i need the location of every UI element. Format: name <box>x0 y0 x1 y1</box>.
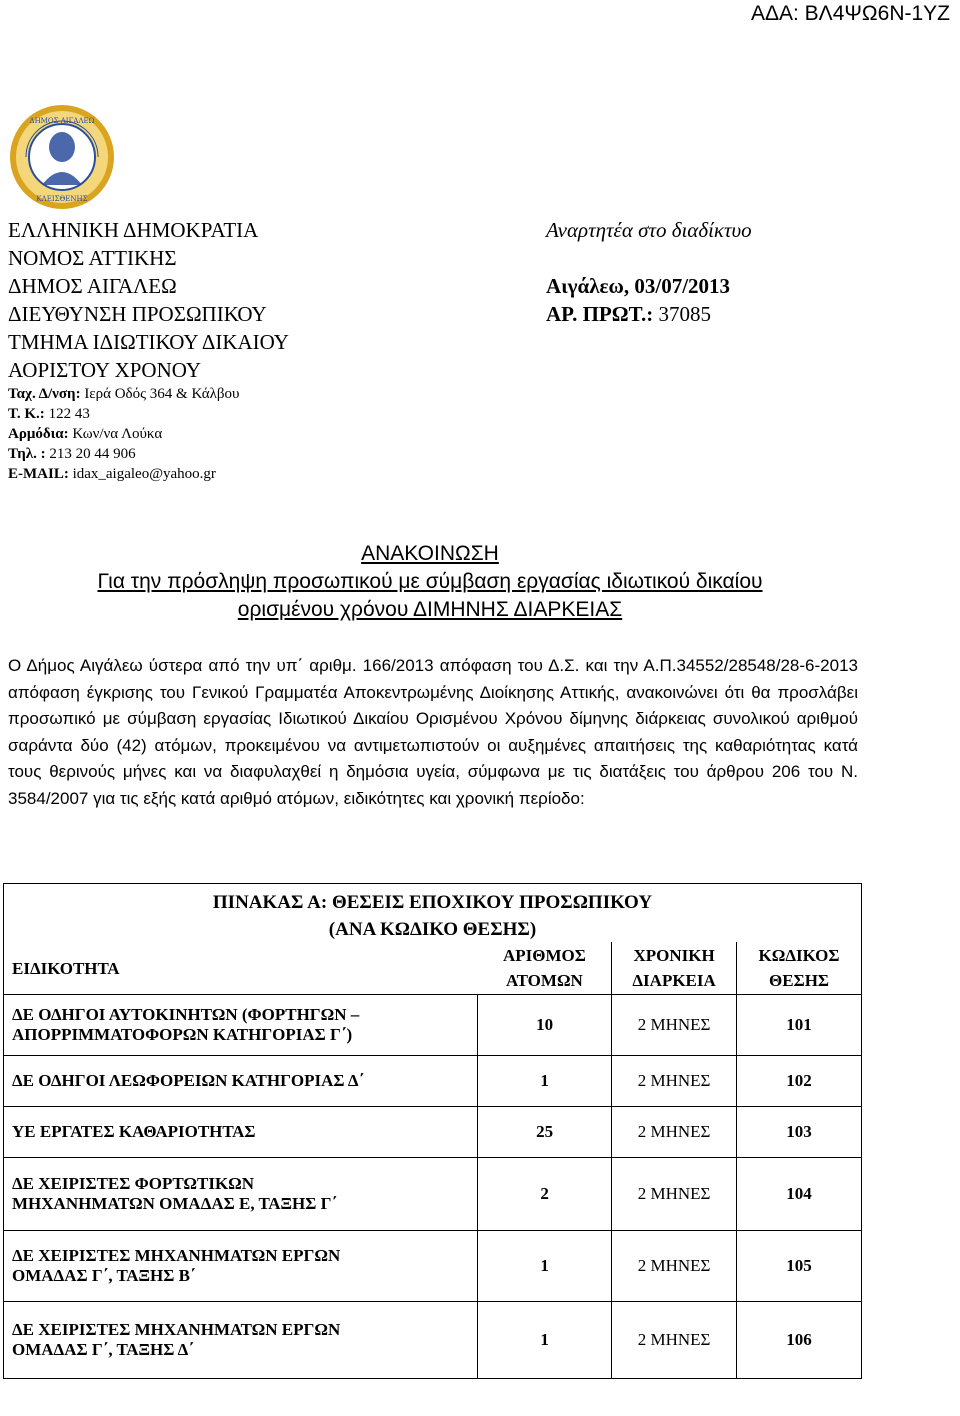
col-code: ΚΩΔΙΚΟΣ ΘΕΣΗΣ <box>737 942 862 995</box>
header-department: ΤΜΗΜΑ ΙΔΙΩΤΙΚΟΥ ΔΙΚΑΙΟΥ <box>8 330 289 354</box>
municipality-seal-logo <box>6 103 118 211</box>
duration-cell: 2 ΜΗΝΕΣ <box>612 1302 737 1379</box>
specialty-cell: ΥΕ ΕΡΓΑΤΕΣ ΚΑΘΑΡΙΟΤΗΤΑΣ <box>4 1107 478 1158</box>
table-row <box>4 1107 862 1158</box>
announcement-body: Ο Δήμος Αιγάλεω ύστερα από την υπ΄ αριθμ. 166/2013 απόφαση του Δ.Σ. και την Α.Π.34552/28548/28-6-2013 απόφαση έγκρισης του Γενικού Γραμματέα Αποκεντρωμένης Διοίκησης Αττικής, ανακοινώνει ότι θα προσλάβει προσωπικό με σύμβαση εργασίας Ιδιωτικού Δικαίου Ορισμένου Χρόνου δίμηνης διάρκειας συνολικού αριθμού σαράντα δύο (42) ατόμων, προκειμένου να αντιμετωπιστούν οι αυξημένες απαιτήσεις της καθαριότητας κατά τους θερινούς μήνες και να διαφυλαχθεί η δημόσια υγεία, σύμφωνα με τις διατάξεις του άρθρου 206 του Ν. 3584/2007 για τις εξής κατά αριθμό ατόμων, ειδικότητες και χρονική περίοδο: <box>8 656 858 808</box>
specialty-cell: ΔΕ ΟΔΗΓΟΙ ΑΥΤΟΚΙΝΗΤΩΝ (ΦΟΡΤΗΓΩΝ – ΑΠΟΡΡΙΜΜΑΤΟΦΟΡΩΝ ΚΑΤΗΓΟΡΙΑΣ Γ΄) <box>4 995 478 1056</box>
ada-code: ΑΔΑ: ΒΛ4ΨΩ6Ν-1ΥΖ <box>750 2 950 25</box>
count-cell: 10 <box>478 995 612 1056</box>
duration-cell: 2 ΜΗΝΕΣ <box>612 995 737 1056</box>
col-specialty: ΕΙΔΙΚΟΤΗΤΑ <box>4 942 478 995</box>
header-prefecture: ΝΟΜΟΣ ΑΤΤΙΚΗΣ <box>8 246 177 270</box>
protocol-number: ΑΡ. ΠΡΩΤ.: 37085 <box>546 302 712 326</box>
postal-code-line: Τ. Κ.: 122 43 <box>8 406 90 422</box>
address-line: Ταχ. Δ/νση: Ιερά Οδός 364 & Κάλβου <box>8 386 240 402</box>
positions-table <box>3 883 862 1379</box>
duration-cell: 2 ΜΗΝΕΣ <box>612 1231 737 1302</box>
online-posting-note: Αναρτητέα στο διαδίκτυο <box>546 218 752 242</box>
header-directorate: ΔΙΕΥΘΥΝΣΗ ΠΡΟΣΩΠΙΚΟΥ <box>8 302 267 326</box>
header-department-2: ΑΟΡΙΣΤΟΥ ΧΡΟΝΟΥ <box>8 358 202 382</box>
phone-line: Τηλ. : 213 20 44 906 <box>8 446 136 462</box>
svg-text:ΚΛΕΙΣΘΕΝΗΣ: ΚΛΕΙΣΘΕΝΗΣ <box>36 195 88 203</box>
header-country: ΕΛΛΗΝΙΚΗ ΔΗΜΟΚΡΑΤΙΑ <box>8 218 259 242</box>
duration-cell: 2 ΜΗΝΕΣ <box>612 1158 737 1231</box>
announcement-heading <box>0 540 860 624</box>
count-cell: 2 <box>478 1158 612 1231</box>
table-row <box>4 1056 862 1107</box>
code-cell: 102 <box>737 1056 862 1107</box>
document-meta <box>546 216 956 328</box>
count-cell: 25 <box>478 1107 612 1158</box>
code-cell: 105 <box>737 1231 862 1302</box>
svg-text:ΔΗΜΟΣ ΑΙΓΑΛΕΩ: ΔΗΜΟΣ ΑΙΓΑΛΕΩ <box>29 117 95 125</box>
table-caption: ΠΙΝΑΚΑΣ Α: ΘΕΣΕΙΣ ΕΠΟΧΙΚΟΥ ΠΡΟΣΩΠΙΚΟΥ (ΑΝΑ ΚΩΔΙΚΟ ΘΕΣΗΣ) <box>4 884 862 943</box>
col-count: ΑΡΙΘΜΟΣ ΑΤΟΜΩΝ <box>478 942 612 995</box>
issuer-header <box>8 216 528 484</box>
duration-cell: 2 ΜΗΝΕΣ <box>612 1056 737 1107</box>
col-duration: ΧΡΟΝΙΚΗ ΔΙΑΡΚΕΙΑ <box>612 942 737 995</box>
specialty-cell: ΔΕ ΟΔΗΓΟΙ ΛΕΩΦΟΡΕΙΩΝ ΚΑΤΗΓΟΡΙΑΣ Δ΄ <box>4 1056 478 1107</box>
count-cell: 1 <box>478 1302 612 1379</box>
announcement-title: ΑΝΑΚΟΙΝΩΣΗ <box>361 542 499 565</box>
count-cell: 1 <box>478 1056 612 1107</box>
table-row <box>4 1302 862 1379</box>
responsible-line: Αρμόδια: Κων/να Λούκα <box>8 426 163 442</box>
header-municipality: ΔΗΜΟΣ ΑΙΓΑΛΕΩ <box>8 274 177 298</box>
email-line: E-MAIL: idax_aigaleo@yahoo.gr <box>8 466 216 482</box>
table-row <box>4 1231 862 1302</box>
duration-cell: 2 ΜΗΝΕΣ <box>612 1107 737 1158</box>
announcement-subtitle-1: Για την πρόσληψη προσωπικού με σύμβαση εργασίας ιδιωτικού δικαίου <box>97 570 763 593</box>
specialty-cell: ΔΕ ΧΕΙΡΙΣΤΕΣ ΜΗΧΑΝΗΜΑΤΩΝ ΕΡΓΩΝ ΟΜΑΔΑΣ Γ΄, ΤΑΞΗΣ Δ΄ <box>4 1302 478 1379</box>
count-cell: 1 <box>478 1231 612 1302</box>
table-header-row <box>4 942 862 995</box>
table-row <box>4 1158 862 1231</box>
code-cell: 101 <box>737 995 862 1056</box>
announcement-subtitle-2: ορισμένου χρόνου ΔΙΜΗΝΗΣ ΔΙΑΡΚΕΙΑΣ <box>237 598 623 621</box>
specialty-cell: ΔΕ ΧΕΙΡΙΣΤΕΣ ΦΟΡΤΩΤΙΚΩΝ ΜΗΧΑΝΗΜΑΤΩΝ ΟΜΑΔΑΣ Ε, ΤΑΞΗΣ Γ΄ <box>4 1158 478 1231</box>
code-cell: 106 <box>737 1302 862 1379</box>
table-row <box>4 995 862 1056</box>
document-date: Αιγάλεω, 03/07/2013 <box>546 274 731 298</box>
code-cell: 104 <box>737 1158 862 1231</box>
code-cell: 103 <box>737 1107 862 1158</box>
specialty-cell: ΔΕ ΧΕΙΡΙΣΤΕΣ ΜΗΧΑΝΗΜΑΤΩΝ ΕΡΓΩΝ ΟΜΑΔΑΣ Γ΄, ΤΑΞΗΣ Β΄ <box>4 1231 478 1302</box>
